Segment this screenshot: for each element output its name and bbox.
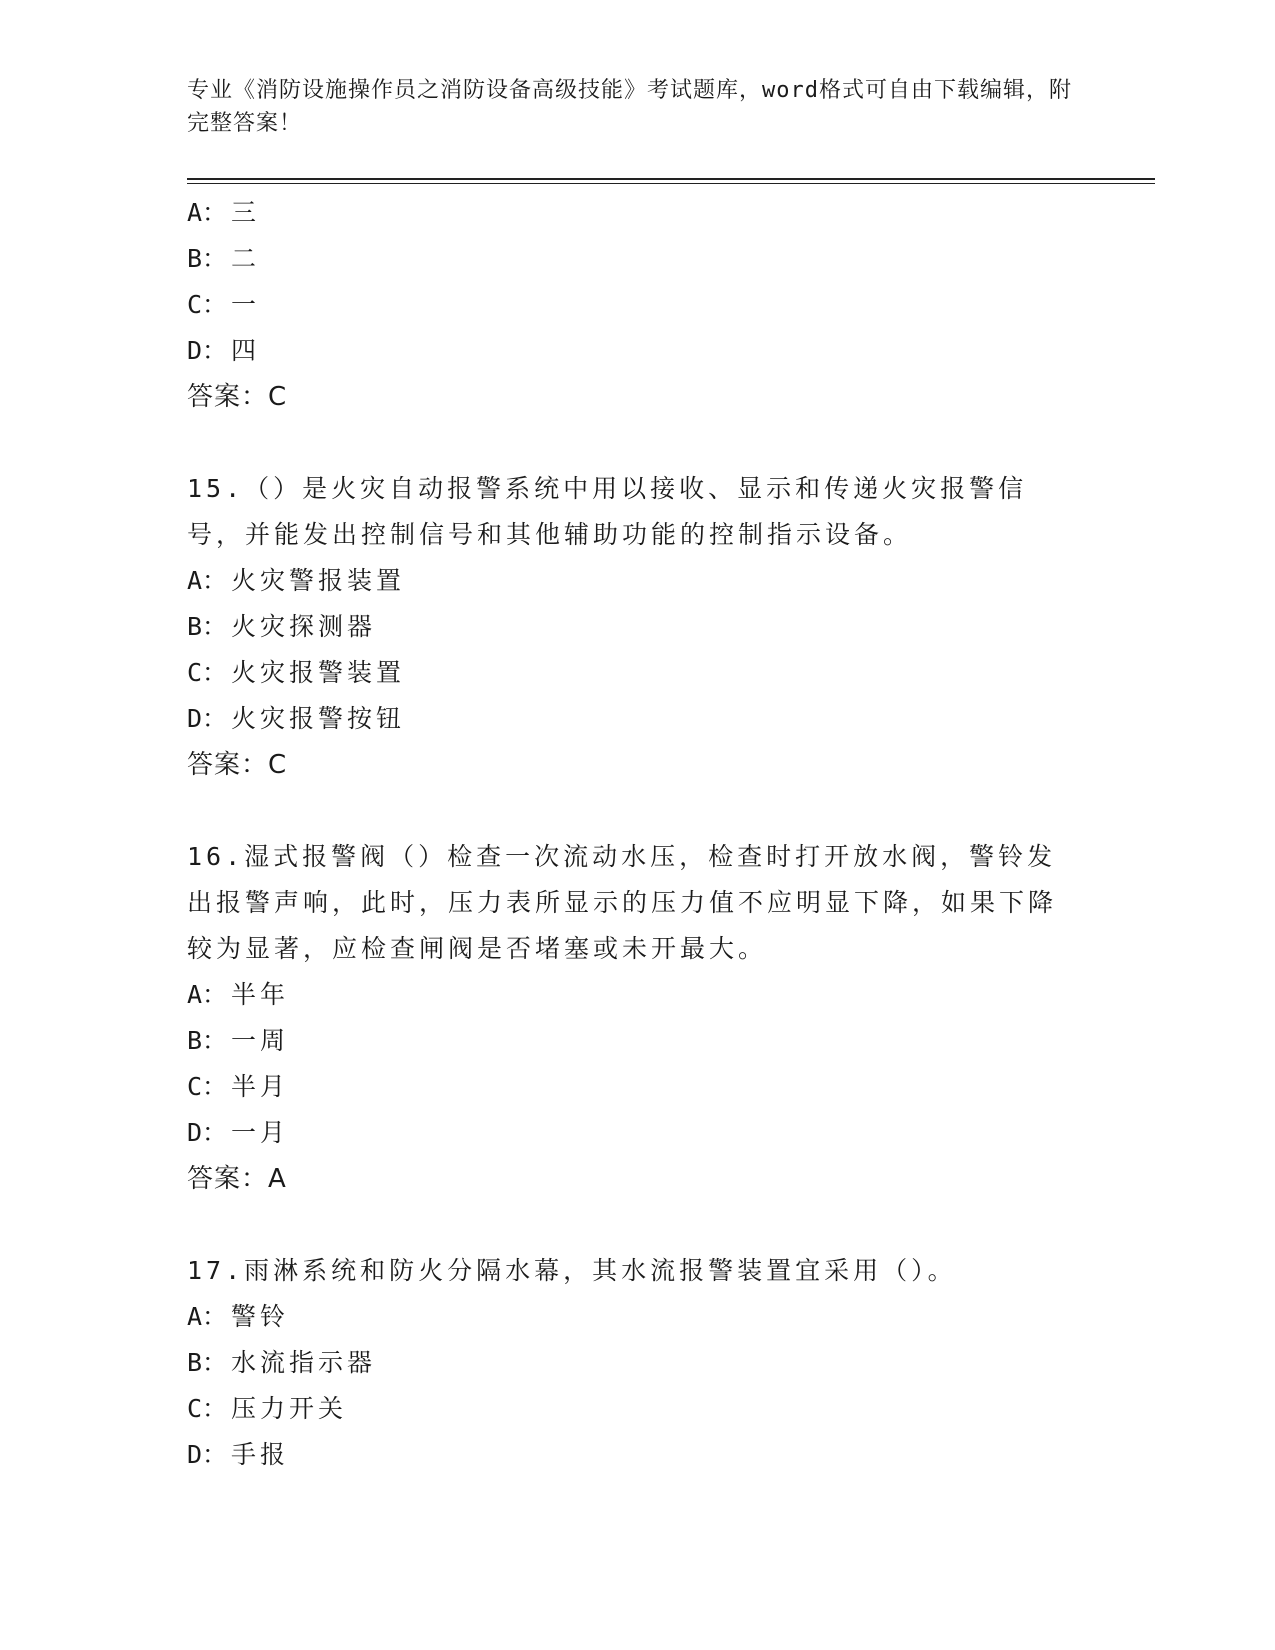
prev-question-block — [187, 190, 1087, 420]
option-text: 一 — [231, 290, 261, 319]
option-key: B： — [187, 1348, 228, 1377]
option-key: A： — [187, 198, 228, 227]
question-list — [187, 190, 1087, 1478]
option-line — [187, 1018, 1087, 1064]
option-key: C： — [187, 1072, 228, 1101]
option-key: B： — [187, 612, 228, 641]
option-key: A： — [187, 980, 228, 1009]
option-line — [187, 696, 1087, 742]
option-line — [187, 1294, 1087, 1340]
option-key: D： — [187, 336, 228, 365]
option-line — [187, 1064, 1087, 1110]
option-key: A： — [187, 1302, 228, 1331]
option-line — [187, 650, 1087, 696]
option-line — [187, 972, 1087, 1018]
answer-line: 答案：C — [187, 382, 288, 412]
option-key: D： — [187, 1440, 228, 1469]
option-text: 手报 — [231, 1440, 290, 1469]
option-line — [187, 328, 1087, 374]
option-key: D： — [187, 704, 228, 733]
option-text: 二 — [231, 244, 261, 273]
question-block-17 — [187, 1248, 1087, 1478]
option-key: C： — [187, 658, 228, 687]
option-text: 一月 — [231, 1118, 290, 1147]
option-text: 警铃 — [231, 1302, 290, 1331]
option-text: 半月 — [231, 1072, 290, 1101]
question-block-15 — [187, 466, 1087, 788]
option-key: B： — [187, 244, 228, 273]
option-line — [187, 1432, 1087, 1478]
option-line — [187, 282, 1087, 328]
option-line — [187, 1386, 1087, 1432]
option-text: 三 — [231, 198, 261, 227]
option-text: 水流指示器 — [231, 1348, 377, 1377]
option-text: 四 — [231, 336, 261, 365]
question-stem: 16.湿式报警阀（）检查一次流动水压，检查时打开放水阀，警铃发出报警声响，此时，压力表所显示的压力值不应明显下降，如果下降较为显著，应检查闸阀是否堵塞或未开最大。 — [187, 842, 1058, 963]
option-line — [187, 236, 1087, 282]
option-line — [187, 1110, 1087, 1156]
option-line — [187, 1340, 1087, 1386]
option-line — [187, 604, 1087, 650]
option-line — [187, 558, 1087, 604]
option-key: B： — [187, 1026, 228, 1055]
option-text: 火灾警报装置 — [231, 566, 406, 595]
option-key: C： — [187, 290, 228, 319]
option-text: 压力开关 — [231, 1394, 348, 1423]
question-stem: 15.（）是火灾自动报警系统中用以接收、显示和传递火灾报警信号，并能发出控制信号和其他辅助功能的控制指示设备。 — [187, 474, 1028, 549]
option-text: 火灾报警装置 — [231, 658, 406, 687]
answer-line: 答案：C — [187, 750, 288, 780]
question-stem: 17.雨淋系统和防火分隔水幕，其水流报警装置宜采用（）。 — [187, 1256, 957, 1285]
header-rule-thick — [187, 178, 1155, 180]
answer-line: 答案：A — [187, 1164, 287, 1194]
header-rule-thin — [187, 183, 1155, 184]
option-text: 半年 — [231, 980, 290, 1009]
question-block-16 — [187, 834, 1087, 1202]
option-text: 火灾报警按钮 — [231, 704, 406, 733]
option-key: A： — [187, 566, 228, 595]
option-line — [187, 190, 1087, 236]
spacer — [187, 1202, 1087, 1248]
document-header: 专业《消防设施操作员之消防设备高级技能》考试题库，word格式可自由下载编辑，附完整答案！ — [187, 78, 1072, 136]
option-text: 火灾探测器 — [231, 612, 377, 641]
spacer — [187, 420, 1087, 466]
option-text: 一周 — [231, 1026, 290, 1055]
option-key: C： — [187, 1394, 228, 1423]
spacer — [187, 788, 1087, 834]
option-key: D： — [187, 1118, 228, 1147]
